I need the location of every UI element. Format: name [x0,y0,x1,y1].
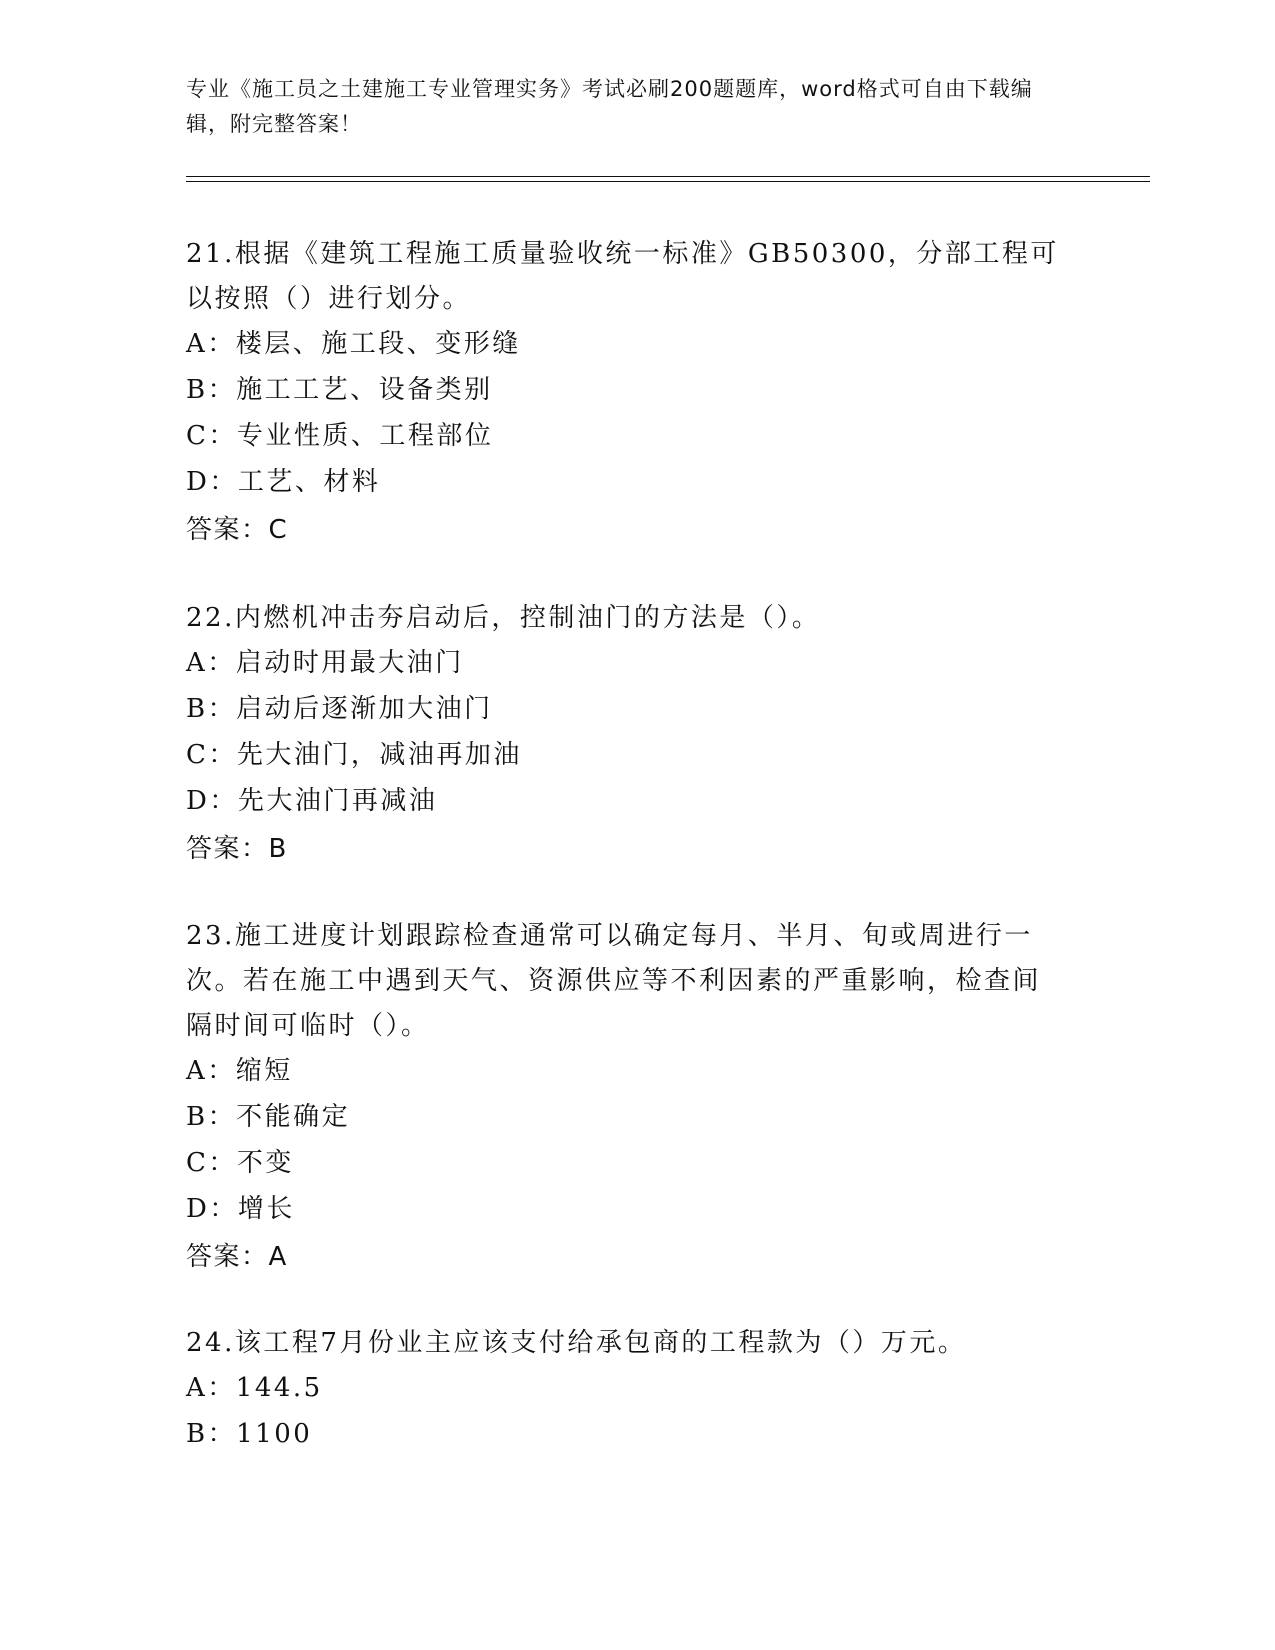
question-23 [186,914,1066,1279]
question-stem: 23.施工进度计划跟踪检查通常可以确定每月、半月、旬或周进行一次。若在施工中遇到天气、资源供应等不利因素的严重影响，检查间隔时间可临时（）。 [186,921,1042,1041]
option-a: A：缩短 [186,1056,293,1086]
question-21 [186,232,1066,552]
option-a: A：启动时用最大油门 [186,648,464,678]
option-d: D：增长 [186,1194,295,1224]
option-b: B：施工工艺、设备类别 [186,375,493,405]
option-a: A：144.5 [186,1373,323,1403]
answer: 答案：B [186,834,288,864]
answer: 答案：A [186,1242,288,1272]
answer: 答案：C [186,515,289,545]
header-divider-top [186,176,1150,177]
option-d: D：工艺、材料 [186,467,381,497]
option-a: A：楼层、施工段、变形缝 [186,329,521,359]
option-b: B：启动后逐渐加大油门 [186,694,493,724]
header-divider-bottom [186,181,1150,182]
option-d: D：先大油门再减油 [186,786,438,816]
option-c: C：专业性质、工程部位 [186,421,494,451]
option-b: B：不能确定 [186,1102,351,1132]
question-24 [186,1321,1066,1458]
question-stem: 24.该工程7月份业主应该支付给承包商的工程款为（）万元。 [186,1328,967,1358]
question-22 [186,596,1066,871]
question-stem: 21.根据《建筑工程施工质量验收统一标准》GB50300，分部工程可以按照（）进行划分。 [186,239,1059,314]
question-stem: 22.内燃机冲击夯启动后，控制油门的方法是（）。 [186,603,821,633]
document-header: 专业《施工员之土建施工专业管理实务》考试必刷200题题库，word格式可自由下载编辑，附完整答案！ [186,77,1033,136]
option-b: B：1100 [186,1419,313,1449]
option-c: C：先大油门，减油再加油 [186,740,522,770]
option-c: C：不变 [186,1148,294,1178]
